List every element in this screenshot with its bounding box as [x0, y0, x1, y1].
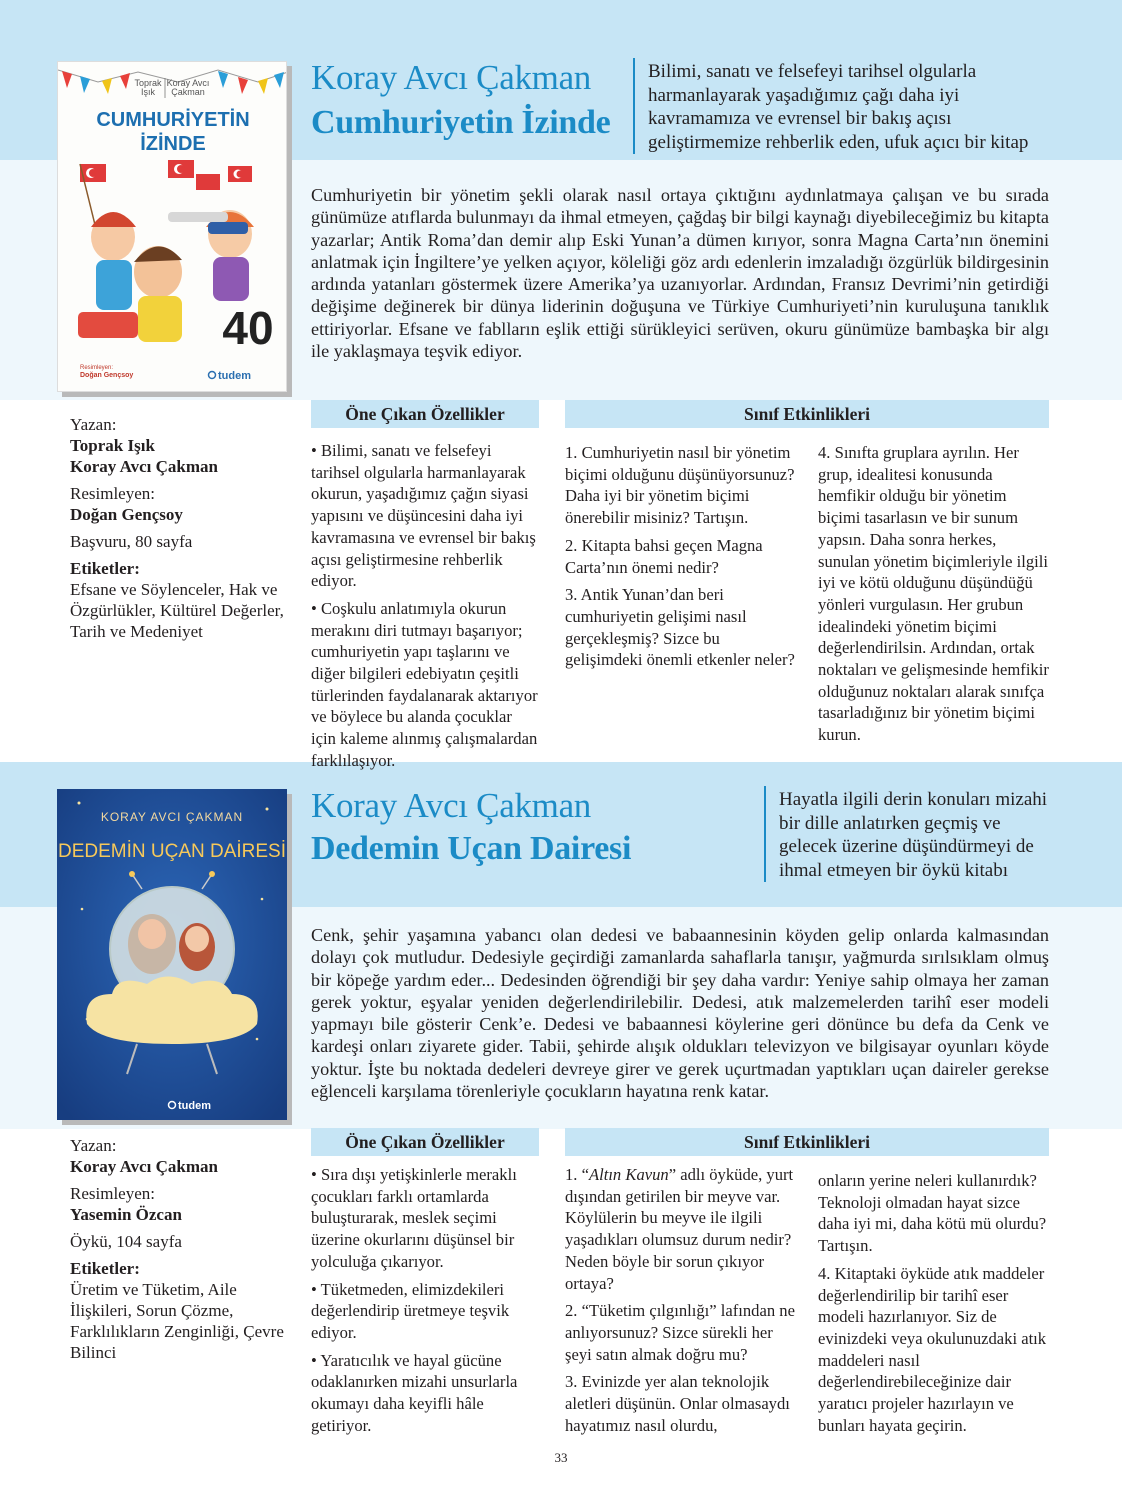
activity-item: 2. Kitapta bahsi geçen Magna Carta’nın önemi nedir?: [565, 535, 763, 577]
activities-col1-1: [565, 442, 795, 677]
cover-illustrator-1: Doğan Gençsoy: [80, 372, 134, 379]
book-cover-1: [57, 61, 287, 392]
title-divider-1: [633, 58, 635, 154]
cover-publisher-2: tudem: [178, 1100, 211, 1112]
activity-item: 1. Cumhuriyetin nasıl bir yönetim biçimi olduğunu düşünüyorsunuz? Daha iyi bir yönetim biçimi önerebilir misiniz? Tartışın.: [565, 443, 795, 528]
title-divider-2: [764, 786, 766, 882]
feature-item: • Bilimi, sanatı ve felsefeyi tarihsel olgularla harmanlayarak okurun, yaşadığımız çağın siyasi yapısını ve düşüncesini daha iyi kavramasına ve evrensel bir bakış açısı geliştirmesine rehberlik ediyor.: [311, 441, 536, 591]
feature-item: • Tüketmeden, elimizdekileri değerlendirip üretmeye teşvik ediyor.: [311, 1279, 510, 1342]
book-title-2: Dedemin Uçan Dairesi: [311, 830, 632, 867]
cover-title-1a: CUMHURİYETİN: [96, 109, 250, 131]
features-list-2: [311, 1164, 539, 1442]
activity-1-prefix: 1. “: [565, 1165, 589, 1184]
book-author-2: Koray Avcı Çakman: [311, 786, 592, 825]
cover-title-1b: İZİNDE: [140, 133, 206, 155]
cover-author-2b: Çakman: [171, 87, 205, 97]
cover-number: 40: [222, 302, 274, 354]
features-list-1: [311, 440, 539, 778]
book-title-1: Cumhuriyetin İzinde: [311, 104, 611, 141]
tags-list-2: Üretim ve Tüketim, Aile İlişkileri, Sorun Çözme, Farklılıkların Zenginliği, Çevre Bilinci: [70, 1280, 284, 1362]
illustrator-label-1: Resimleyen:: [70, 484, 155, 503]
book-meta-2: [70, 1135, 285, 1363]
writer-name-1a: Toprak Işık: [70, 436, 155, 455]
activity-item: 4. Kitaptaki öyküde atık maddeler değerlendirilip bir tarihî eser modeli hazırlanıyor. Siz de evinizdeki veya okulunuzdaki atık maddeleri nasıl değerlendirebileceğinize dair yaratıcı projeler hazırlayın ve bunları hayata geçirin.: [818, 1263, 1047, 1435]
feature-item: • Sıra dışı yetişkinlerle meraklı çocukları farklı ortamlarda buluşturarak, meslek seçimi üzerine okurlarını düşünsel bir yolculuğa çıkarıyor.: [311, 1165, 517, 1271]
features-header-2: Öne Çıkan Özellikler: [311, 1128, 539, 1156]
activity-1-rest: ” adlı öyküde, yurt dışından getirilen bir meyve var. Köylülerin bu meyve ile ilgili yaşadıkları olumsuz durum nedir? Neden böyle bir sorun çıkıyor ortaya?: [565, 1165, 794, 1293]
cover-author-1a: Toprak: [134, 78, 162, 88]
book-author-1: Koray Avcı Çakman: [311, 58, 592, 97]
book-format-2: Öykü, 104 sayfa: [70, 1232, 182, 1251]
cover-author-2a: Koray Avcı: [166, 78, 210, 88]
activity-item: [565, 1164, 795, 1294]
writer-name-1b: Koray Avcı Çakman: [70, 457, 218, 476]
activity-item: 2. “Tüketim çılgınlığı” lafından ne anlıyorsunuz? Sizce sürekli her şeyi satın almak doğru mu?: [565, 1301, 795, 1364]
book-summary-text-1: Cumhuriyetin bir yönetim şekli olarak nasıl ortaya çıktığını aydınlatmaya çalışan ve bu sırada günümüze atıflarda bulunmayı da ihmal etmeyen, çağdaş bir bilgi kaynağı diyebileceğimiz bu kitapta yazarlar; Antik Roma’dan demir alıp Eski Yunan’a dümen kırıyor, sonra Magna Carta’nın önemini anlatmak için İngiltere’ye yelken açıyor, köleliği göz ardı edenlerin imzaladığı özgürlük bildirgesinin ardında yatanları göstermek üzere Amerika’ya uzanıyorlar. Ardından, Fransız Devrimi’nin getirdiği değişime değinerek bir dünya liderinin doğuşuna ve Türkiye Cumhuriyeti’nin kuruluşuna tanıklık ettiriyorlar. Efsane ve fablların eşlik ettiği sürükleyici serüven, okuru günümüze bambaşka bir algı ile yaklaşmaya teşvik ediyor.: [311, 185, 1049, 362]
cover-illustrator-label-1: Resimleyen:: [80, 365, 114, 371]
activity-item: 3. Antik Yunan’dan beri cumhuriyetin gelişimi nasıl gerçekleşmiş? Sizce bu gelişimdeki önemli etkenler neler?: [565, 585, 795, 670]
page-number: 33: [554, 1450, 568, 1465]
cover-title-line-2: DEDEMİN UÇAN DAİRESİ: [57, 841, 287, 862]
activity-item: 4. Sınıfta gruplara ayrılın. Her grup, idealitesi konusunda hemfikir olduğu bir yönetim biçimi tasarlasın ve bir sunum yapsın. Daha sonra herkes, sunulan yönetim biçimleriyle ilgili iyi ve kötü olduğunu düşündüğü yönleri vurgulasın. Her grubun idealindeki yönetim biçimi değerlendirilsin. Ardından, ortak noktaları ve gelişmesinde hemfikir olduğunuz noktaları alarak sınıfça tasarladığınız bir yönetim biçimi kurun.: [818, 443, 1049, 745]
feature-item: • Coşkulu anlatımıyla okurun merakını diri tutmayı başarıyor; cumhuriyetin yapı taşlarını ve diğer bilgileri edebiyatın çeşitli türlerinden faydalanarak aktarıyor ve böylece bu alanda çocuklar için kaleme alınmış çalışmalardan farklılaşıyor.: [311, 598, 538, 770]
writer-label-2: Yazan:: [70, 1136, 117, 1155]
feature-item: • Yaratıcılık ve hayal gücüne odaklanırken mizahi unsurlarla okumayı daha keyifli hâle getiriyor.: [311, 1350, 518, 1435]
book-summary-text-2: Cenk, şehir yaşamına yabancı olan dedesi ve babaannesinin köyden gelip onlarda kalmasından dolayı çok mutludur. Dedesiyle geçirdiği zamanlarda sahaflarla tanışır, yağmurda sırılsıklam olmuş bir köpeğe yardım eder... Dedesinden öğrendiği bir şey daha vardır: Yeniye sahip olmaya her zaman gerek yoktur, eşyalar yeniden değerlendirilebilir. Dedesi, atık malzemelerden tarihî eser modeli yapmayı bile gösterir Cenk’e. Dedesi ve babaannesi köylerine geri dönünce bu defa da Cenk ve kardeşi onları ziyarete gider. Tabii, şehirde alışık oldukları televizyon ve bilgisayar oyunları köyde yoktur. İşte bu noktada dedeleri devreye girer ve gerek uçurtmadan yaptıkları uçan daireler gerekse eğlenceli karşılama törenleriyle çocukların hayatına renk katar.: [311, 925, 1049, 1102]
activity-item: 3. Evinizde yer alan teknolojik aletleri düşünün. Onlar olmasaydı hayatımız nasıl olurdu,: [565, 1372, 790, 1435]
book-format-1: Başvuru, 80 sayfa: [70, 532, 193, 551]
tags-label-2: Etiketler:: [70, 1259, 140, 1278]
illustrator-name-2: Yasemin Özcan: [70, 1205, 182, 1224]
book-summary-1: [311, 184, 1049, 362]
activities-col1-2: [565, 1164, 795, 1442]
cover-author-1b: Işık: [140, 87, 156, 97]
activities-col2-2: [818, 1170, 1050, 1442]
book-summary-2: [311, 924, 1049, 1102]
cover-illustration-2: [57, 789, 287, 1120]
writer-label-1: Yazan:: [70, 415, 117, 434]
activities-header-2: Sınıf Etkinlikleri: [565, 1128, 1049, 1156]
tags-list-1: Efsane ve Söylenceler, Hak ve Özgürlükler, Kültürel Değerler, Tarih ve Medeniyet: [70, 580, 284, 641]
book-cover-2: [57, 789, 287, 1120]
book-meta-1: [70, 414, 285, 642]
book-tagline-2: Hayatla ilgili derin konuları mizahi bir dille anlatırken geçmiş ve gelecek üzerine düşündürmeyi de ihmal etmeyen bir öykü kitabı: [779, 789, 1048, 881]
cover-illustration-1: [58, 62, 287, 392]
activities-col2-1: [818, 442, 1050, 752]
activity-item: onların yerine neleri kullanırdık? Teknoloji olmadan hayat sizce daha iyi mi, daha kötü mü olurdu? Tartışın.: [818, 1171, 1047, 1256]
writer-name-2: Koray Avcı Çakman: [70, 1157, 218, 1176]
illustrator-label-2: Resimleyen:: [70, 1184, 155, 1203]
cover-publisher-1: tudem: [218, 370, 251, 382]
activities-header-1: Sınıf Etkinlikleri: [565, 400, 1049, 428]
illustrator-name-1: Doğan Gençsoy: [70, 505, 183, 524]
features-header-1: Öne Çıkan Özellikler: [311, 400, 539, 428]
cover-author-line-2: KORAY AVCI ÇAKMAN: [100, 810, 244, 824]
activity-1-story-title: Altın Kavun: [588, 1165, 669, 1184]
tags-label-1: Etiketler:: [70, 559, 140, 578]
book-tagline-1: Bilimi, sanatı ve felsefeyi tarihsel olgularla harmanlayarak yaşadığımız çağı daha iyi kavramamıza ve evrensel bir bakış açısı geliştirmemize rehberlik eden, ufuk açıcı bir kitap: [648, 61, 1029, 153]
